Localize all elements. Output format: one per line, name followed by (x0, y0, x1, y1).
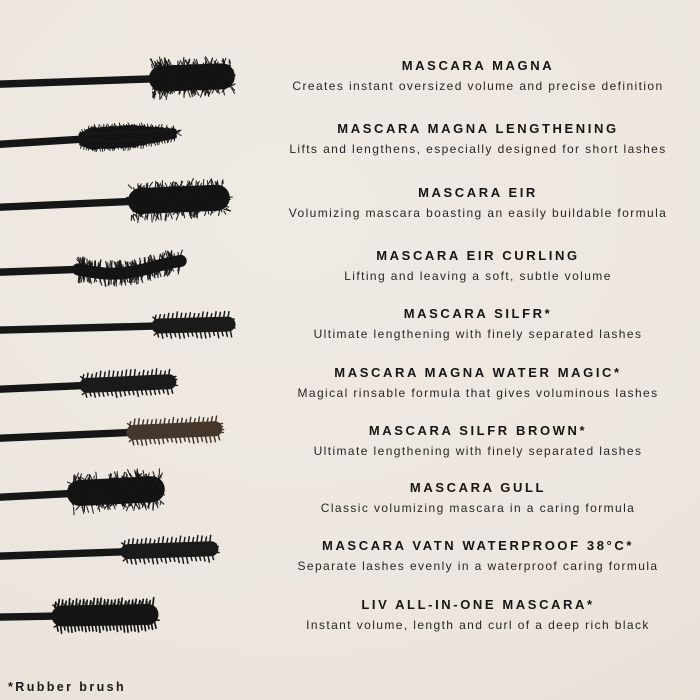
product-copy (258, 305, 698, 342)
product-name: MASCARA VATN WATERPROOF 38°C* (322, 538, 634, 553)
product-copy (258, 184, 698, 221)
product-copy (258, 120, 698, 157)
footnote: *Rubber brush (8, 680, 127, 694)
product-name: MASCARA SILFR BROWN* (368, 423, 588, 438)
product-name: MASCARA MAGNA LENGTHENING (337, 121, 619, 136)
product-description: Creates instant oversized volume and precise definition (292, 79, 664, 93)
product-description: Volumizing mascara boasting an easily buildable formula (288, 206, 668, 220)
product-description: Separate lashes evenly in a waterproof caring formula (297, 559, 659, 573)
product-description: Lifts and lengthens, especially designed for short lashes (289, 142, 667, 156)
product-name: MASCARA EIR (418, 185, 538, 200)
product-copy (258, 57, 698, 94)
product-description: Classic volumizing mascara in a caring formula (320, 501, 636, 515)
product-copy (258, 537, 698, 574)
mascara-wand-rubber-spiky (0, 346, 261, 421)
mascara-wand-fiber-curved (0, 231, 261, 304)
product-description: Ultimate lengthening with finely separated lashes (313, 444, 643, 458)
product-name: MASCARA MAGNA (401, 58, 555, 73)
product-copy (258, 596, 698, 633)
product-copy (258, 479, 698, 516)
mascara-wand-fiber-tapered (0, 96, 261, 176)
mascara-wand-rubber-spiky (0, 291, 261, 362)
product-name: MASCARA EIR CURLING (376, 248, 580, 263)
product-copy (258, 247, 698, 284)
mascara-wand-fiber-fluffy (0, 452, 261, 530)
product-description: Magical rinsable formula that gives voluminous lashes (297, 386, 659, 400)
mascara-wand-rubber-dense (0, 581, 261, 650)
mascara-wand-rubber-spiky-brown (0, 395, 261, 470)
product-description: Ultimate lengthening with finely separated lashes (313, 327, 643, 341)
product-description: Lifting and leaving a soft, subtle volume (344, 269, 612, 283)
product-description: Instant volume, length and curl of a deep rich black (306, 618, 650, 632)
mascara-wand-rubber-spiky (0, 515, 261, 588)
product-name: LIV ALL-IN-ONE MASCARA* (361, 597, 595, 612)
mascara-wand-fiber-fluffy (0, 43, 261, 116)
mascara-wand-fiber-fluffy (0, 164, 261, 239)
product-copy (258, 422, 698, 459)
product-name: MASCARA SILFR* (403, 306, 553, 321)
product-name: MASCARA MAGNA WATER MAGIC* (334, 365, 622, 380)
product-copy (258, 364, 698, 401)
product-name: MASCARA GULL (409, 480, 547, 495)
